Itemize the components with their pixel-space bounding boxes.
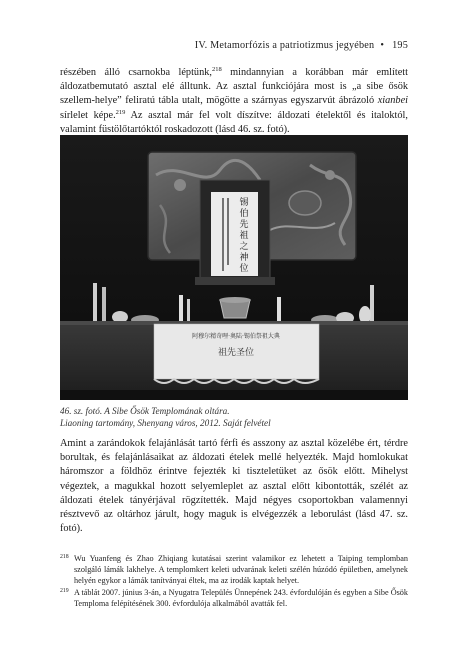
italic-term: xianbei	[377, 95, 408, 107]
footnote-218	[60, 552, 408, 586]
svg-text:位: 位	[239, 264, 249, 274]
footnote-ref-219[interactable]: 219	[115, 108, 126, 116]
running-head	[60, 40, 408, 51]
footnotes	[60, 552, 408, 609]
paragraph-1-part-c: sírlelet képe.	[60, 109, 116, 121]
paragraph-1	[60, 66, 408, 137]
svg-text:之: 之	[239, 242, 249, 252]
footnote-219	[60, 586, 408, 609]
cloth-line-2: 祖先圣位	[217, 348, 255, 358]
altar-cloth	[154, 324, 319, 383]
footnote-text: Wu Yuanfeng és Zhao Zhiqiang kutatásai szerint valamikor ez lehetett a Taiping templomban szolgáló lámák lakhelye. A templomkert keleti udvarának keleti szélén húzódó épületben, amelynek helyén egykor a lámák tanítványai éltek, ma az irodák kaptak helyet.	[74, 554, 408, 585]
tablet-inscription	[239, 196, 248, 274]
header-bullet: •	[380, 40, 385, 51]
caption-line-2: Liaoning tartomány, Shenyang város, 2012. Saját felvétel	[60, 418, 271, 429]
caption-line-1: 46. sz. fotó. A Sibe Ősök Templomának oltára.	[60, 406, 230, 416]
paragraph-1-part-d: Az asztal már fel volt díszítve: áldozati ételektől és italoktól, valamint füstölőtartóktól roskadozott (lásd 46. sz. fotó).	[60, 109, 408, 135]
svg-text:伯: 伯	[239, 209, 249, 219]
page-number: 195	[392, 40, 408, 51]
footnote-ref-218[interactable]: 218	[211, 66, 222, 73]
paragraph-1-part-b: mindannyian a korábban már említett áldozatbemutató asztal elé álltunk. Az asztal funkciójára most is „a sibe ősök szellem-helye” feliratú tábla utalt, mögötte a szárnyas egyszarvút ábrázoló	[60, 67, 408, 107]
svg-text:锡: 锡	[239, 198, 249, 208]
cloth-line-1: 阿穆尔精奇哩·奥陆·锡伯祭祖大典	[192, 333, 280, 340]
memorial-tablet	[195, 180, 275, 285]
chapter-title: IV. Metamorfózis a patriotizmus jegyében	[194, 40, 375, 51]
paragraph-1-part-a: részében álló csarnokba léptünk,	[60, 67, 212, 78]
svg-text:先: 先	[239, 220, 249, 230]
footnote-text: A táblát 2007. június 3-án, a Nyugatra Település Ünnepének 243. évfordulóján és egyben a Sibe Ősök Temploma felépítésének 300. évfordulója alkalmából avatták fel.	[74, 588, 408, 608]
svg-text:神: 神	[239, 253, 249, 263]
footnote-number: 218	[60, 554, 69, 560]
svg-text:祖: 祖	[239, 231, 249, 241]
altar-photo	[60, 135, 408, 400]
paragraph-2: Amint a zarándokok felajánlását tartó férfi és asszony az asztal közelébe ért, térdre borultak, és felajánlásaikat az áldozati ételek mellé helyezték. Majd homlokukat háromszor a földhöz érintve fejezték ki tiszteletüket az ősök előtt. Mihelyst végeztek, a magukkal hozott selyemleplet az asztal előtt kibontották, szélét az áldozati ételek tányérjával rögzítették. Majd négyes csoportokban valamennyi résztvevő az oltárhoz járult, hogy maguk is elvégezzék a leborulást (lásd 47. sz. fotó).	[60, 438, 408, 535]
photo-caption	[60, 405, 408, 429]
footnote-number: 219	[60, 588, 69, 594]
